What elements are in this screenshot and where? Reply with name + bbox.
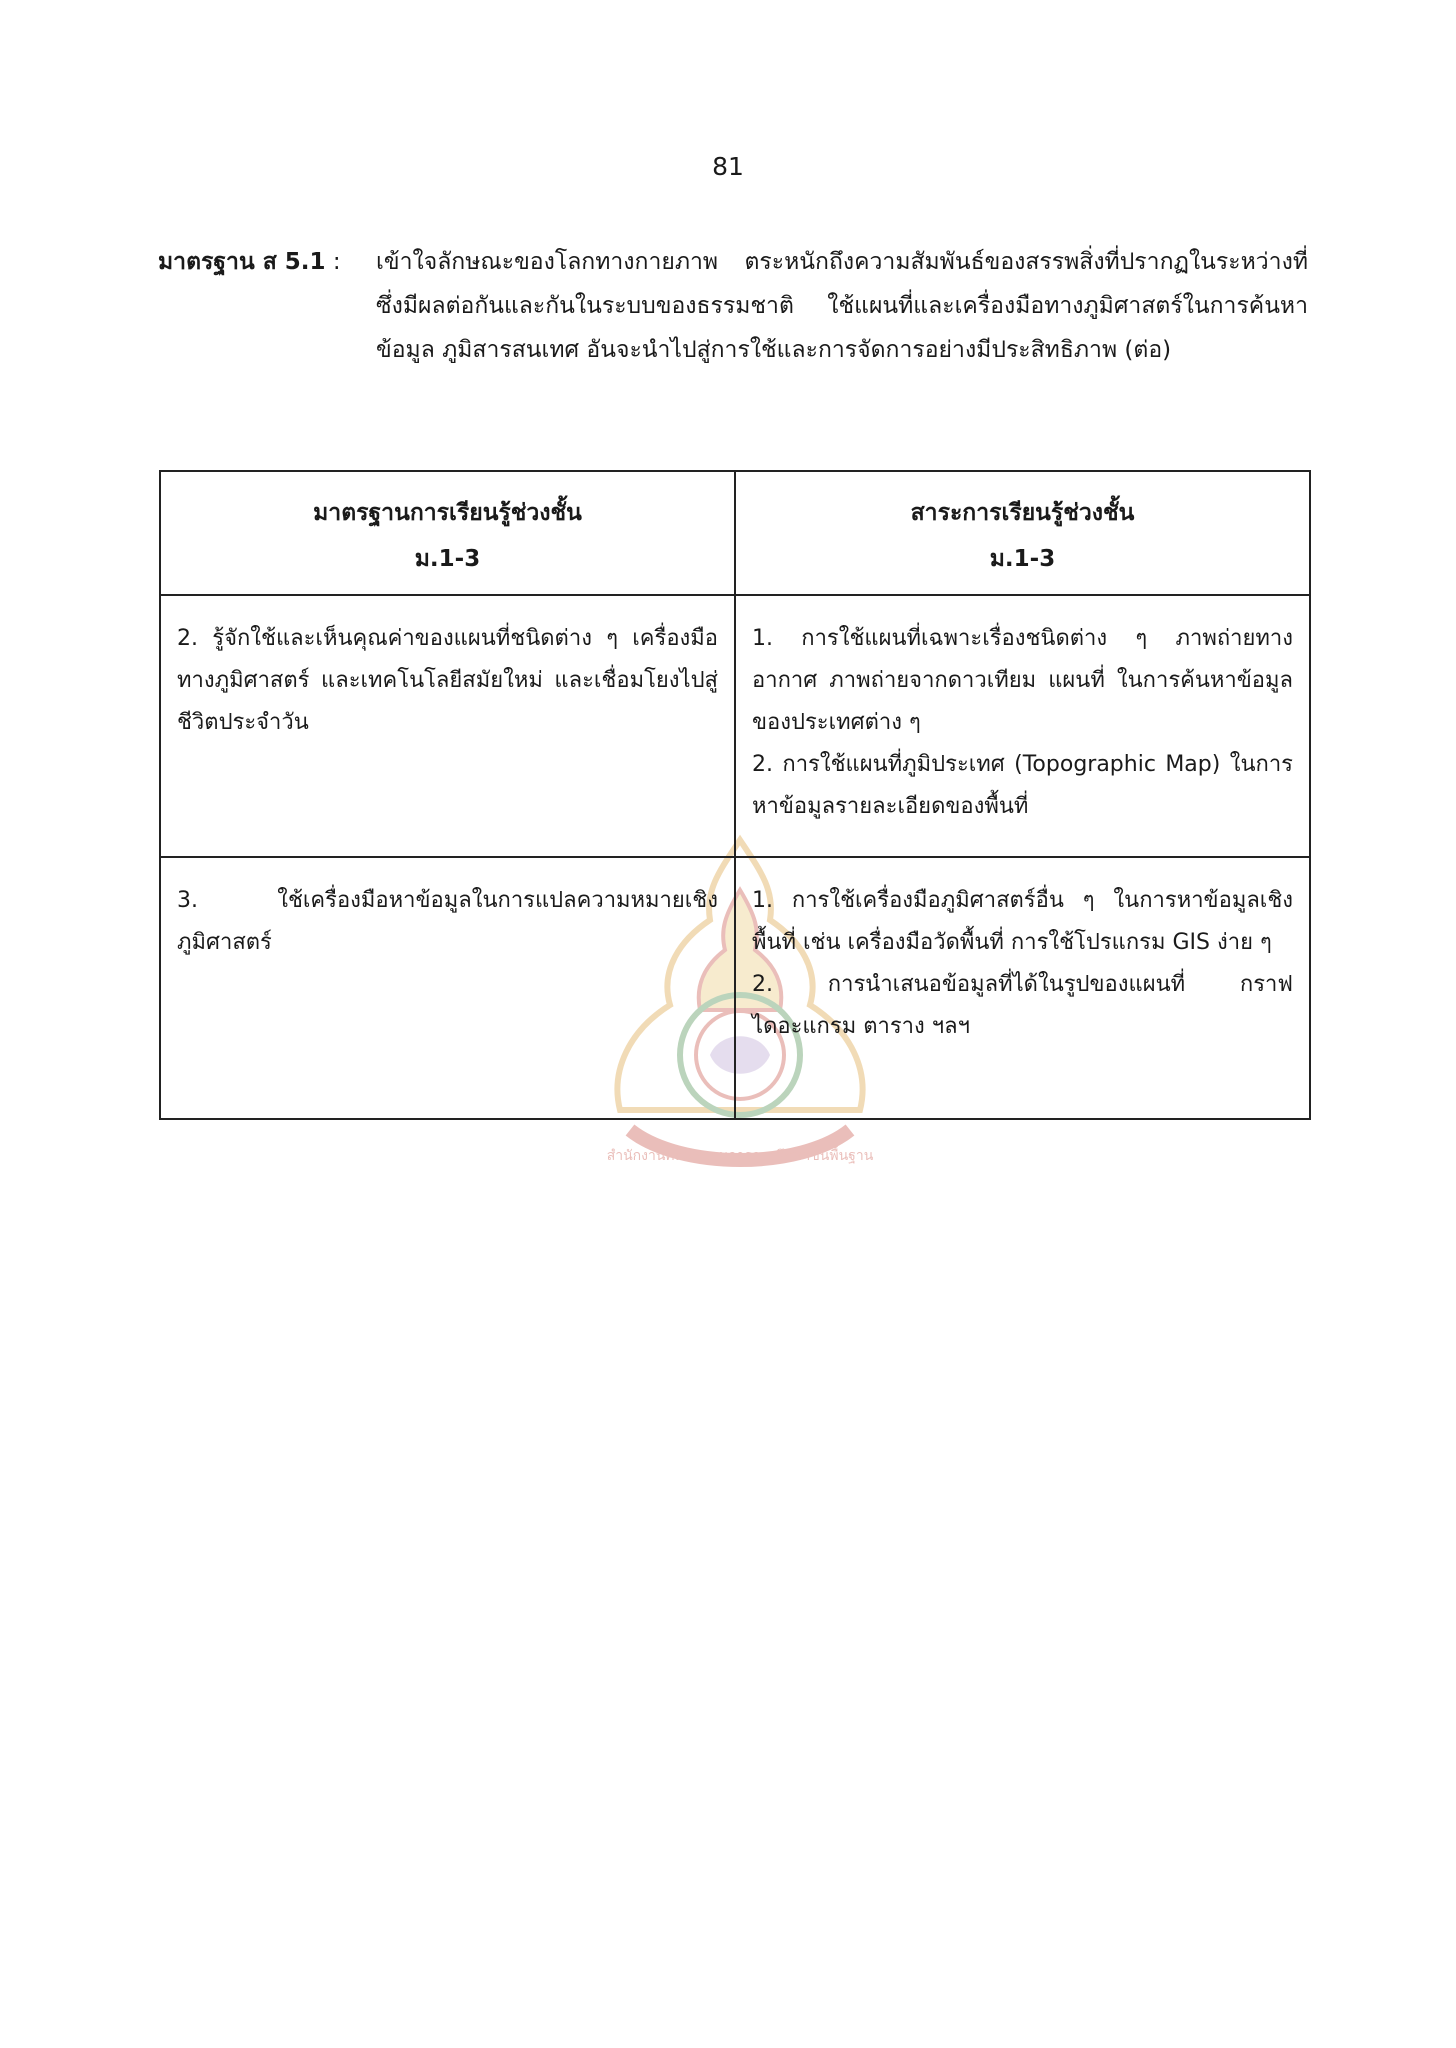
header-content-level: ม.1-3	[989, 546, 1056, 572]
header-standard-title: มาตรฐานการเรียนรู้ช่วงชั้น	[313, 500, 582, 526]
standard-label-wrap	[158, 240, 341, 284]
standard-separator: :	[332, 249, 341, 275]
content-cell	[735, 857, 1310, 1119]
header-content	[735, 471, 1310, 595]
header-standard	[160, 471, 735, 595]
content-item: 1. การใช้เครื่องมือภูมิศาสตร์อื่น ๆ ในการหาข้อมูลเชิงพื้นที่ เช่น เครื่องมือวัดพื้นที่ การใช้โปรแกรม GIS ง่าย ๆ	[752, 888, 1293, 955]
standard-cell: 3. ใช้เครื่องมือหาข้อมูลในการแปลความหมายเชิงภูมิศาสตร์	[160, 857, 735, 1119]
standard-cell: 2. รู้จักใช้และเห็นคุณค่าของแผนที่ชนิดต่าง ๆ เครื่องมือ ทางภูมิศาสตร์ และเทคโนโลยีสมัยใหม่ และเชื่อมโยงไปสู่ชีวิตประจำวัน	[160, 595, 735, 857]
standard-statement	[158, 240, 1308, 372]
standard-text: เข้าใจลักษณะของโลกทางกายภาพ ตระหนักถึงความสัมพันธ์ของสรรพสิ่งที่ปรากฏในระหว่างที่ ซึ่งมีผลต่อกันและกันในระบบของธรรมชาติ ใช้แผนที่และเครื่องมือทางภูมิศาสตร์ในการค้นหาข้อมูล ภูมิสารสนเทศ อันจะนำไปสู่การใช้และการจัดการอย่างมีประสิทธิภาพ (ต่อ)	[376, 249, 1308, 363]
table-header-row	[160, 471, 1310, 595]
table-row	[160, 595, 1310, 857]
content-cell	[735, 595, 1310, 857]
header-content-title: สาระการเรียนรู้ช่วงชั้น	[910, 500, 1135, 526]
table-row	[160, 857, 1310, 1119]
watermark-text: สำนักงานคณะกรรมการการศึกษาขั้นพื้นฐาน	[606, 1148, 874, 1164]
curriculum-table	[159, 470, 1311, 1120]
content-item: 2. การใช้แผนที่ภูมิประเทศ (Topographic Map) ในการหาข้อมูลรายละเอียดของพื้นที่	[752, 752, 1293, 819]
content-item: 1. การใช้แผนที่เฉพาะเรื่องชนิดต่าง ๆ ภาพถ่ายทางอากาศ ภาพถ่ายจากดาวเทียม แผนที่ ในการค้นหาข้อมูลของประเทศต่าง ๆ	[752, 626, 1293, 735]
page-number: 81	[712, 152, 744, 181]
content-item: 2. การนำเสนอข้อมูลที่ได้ในรูปของแผนที่ กราฟ ไดอะแกรม ตาราง ฯลฯ	[752, 972, 1293, 1039]
standard-label: มาตรฐาน ส 5.1	[158, 249, 326, 275]
header-standard-level: ม.1-3	[414, 546, 481, 572]
